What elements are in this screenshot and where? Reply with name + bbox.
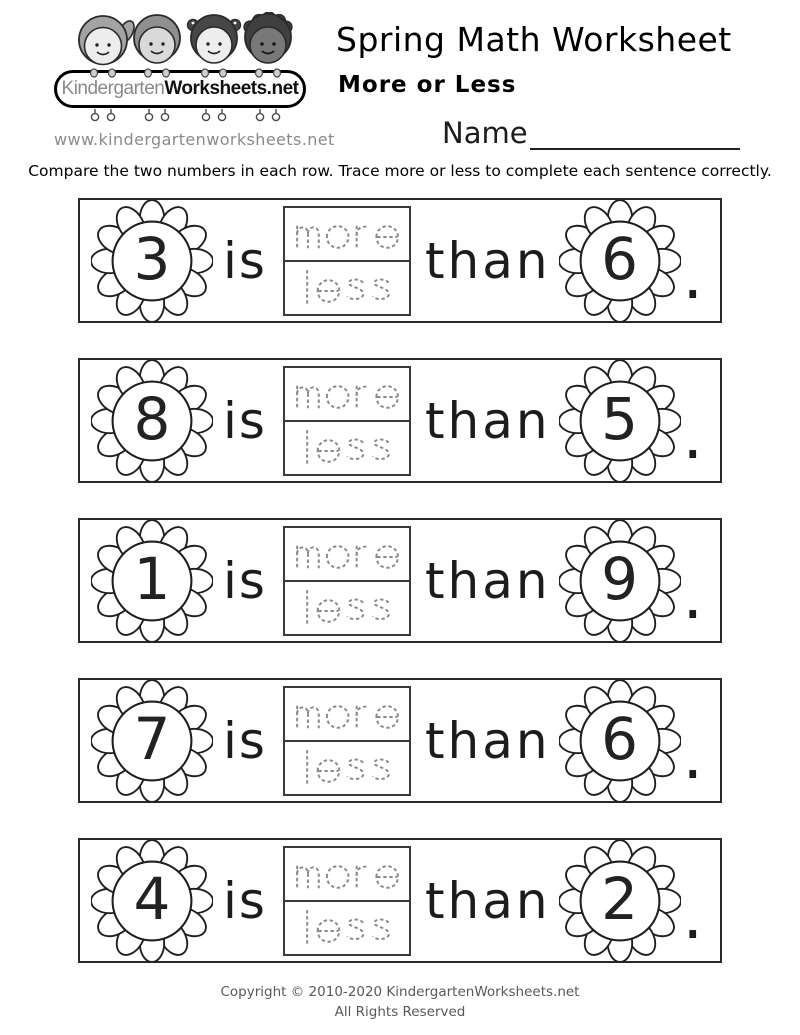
trace-word-more[interactable] (285, 848, 409, 900)
exercise-row-1 (78, 198, 722, 323)
trace-word-less[interactable] (285, 740, 409, 794)
word-is: is (223, 391, 267, 450)
left-number: 4 (133, 865, 171, 933)
trace-answer-box[interactable] (283, 366, 411, 476)
sentence-period: . (682, 560, 703, 634)
trace-less-text (289, 745, 405, 790)
trace-less-text (289, 425, 405, 470)
exercise-rows (78, 198, 722, 963)
trace-word-less[interactable] (285, 260, 409, 314)
right-number: 9 (601, 545, 639, 613)
kids-hands-icon (54, 67, 306, 79)
right-number: 6 (601, 705, 639, 773)
copyright-line: Copyright © 2010-2020 KindergartenWorksheets.net (220, 984, 580, 1000)
sentence-period: . (682, 720, 703, 794)
word-is: is (223, 231, 267, 290)
trace-more-text (289, 211, 405, 256)
word-than: than (424, 231, 551, 290)
worksheet-header (0, 0, 800, 160)
flower-right (559, 360, 681, 482)
flower-left (91, 680, 213, 802)
brand-name-first: Kindergarten (61, 78, 165, 99)
trace-word-more[interactable] (285, 208, 409, 260)
flower-left (91, 520, 213, 642)
website-url: www.kindergartenworksheets.net (54, 130, 335, 149)
word-is: is (223, 871, 267, 930)
trace-word-more[interactable] (285, 528, 409, 580)
trace-word-less[interactable] (285, 420, 409, 474)
trace-answer-box[interactable] (283, 846, 411, 956)
right-number: 5 (601, 385, 639, 453)
name-label: Name (442, 116, 528, 151)
brand-logo (54, 12, 335, 158)
trace-word-less[interactable] (285, 900, 409, 954)
word-than: than (424, 551, 551, 610)
trace-less-text (289, 585, 405, 630)
word-than: than (424, 871, 551, 930)
left-number: 3 (133, 225, 171, 293)
word-is: is (223, 711, 267, 770)
trace-more-text (289, 691, 405, 736)
flower-left (91, 840, 213, 962)
kid-boy-gray (134, 15, 180, 63)
trace-answer-box[interactable] (283, 526, 411, 636)
word-than: than (424, 711, 551, 770)
exercise-row-3 (78, 518, 722, 643)
flower-right (559, 520, 681, 642)
name-field (442, 112, 740, 150)
flower-left (91, 200, 213, 322)
kids-feet-icon (54, 107, 306, 127)
right-number: 6 (601, 225, 639, 293)
kid-girl-pigtails (188, 15, 241, 63)
trace-more-text (289, 851, 405, 896)
trace-word-more[interactable] (285, 368, 409, 420)
trace-more-text (289, 531, 405, 576)
exercise-row-4 (78, 678, 722, 803)
flower-right (559, 680, 681, 802)
brand-name-second: Worksheets.net (164, 78, 299, 99)
left-number: 8 (133, 385, 171, 453)
exercise-row-5 (78, 838, 722, 963)
trace-answer-box[interactable] (283, 206, 411, 316)
word-is: is (223, 551, 267, 610)
flower-left (91, 360, 213, 482)
trace-less-text (289, 905, 405, 950)
right-number: 2 (601, 865, 639, 933)
exercise-row-2 (78, 358, 722, 483)
trace-answer-box[interactable] (283, 686, 411, 796)
kid-boy-curly (244, 12, 292, 63)
flower-right (559, 840, 681, 962)
flower-right (559, 200, 681, 322)
trace-less-text (289, 265, 405, 310)
worksheet-subtitle: More or Less (338, 72, 517, 98)
trace-word-less[interactable] (285, 580, 409, 634)
instructions-text: Compare the two numbers in each row. Trace more or less to complete each sentence correctly. (28, 162, 772, 180)
copyright-footer (0, 983, 800, 1022)
kid-girl-light (79, 16, 137, 65)
word-than: than (424, 391, 551, 450)
trace-word-more[interactable] (285, 688, 409, 740)
left-number: 7 (133, 705, 171, 773)
sentence-period: . (682, 400, 703, 474)
sentence-period: . (682, 240, 703, 314)
sentence-period: . (682, 880, 703, 954)
left-number: 1 (133, 545, 171, 613)
name-blank-line[interactable] (530, 112, 740, 150)
trace-more-text (289, 371, 405, 416)
worksheet-title: Spring Math Worksheet (336, 20, 732, 59)
rights-line: All Rights Reserved (334, 1003, 466, 1020)
